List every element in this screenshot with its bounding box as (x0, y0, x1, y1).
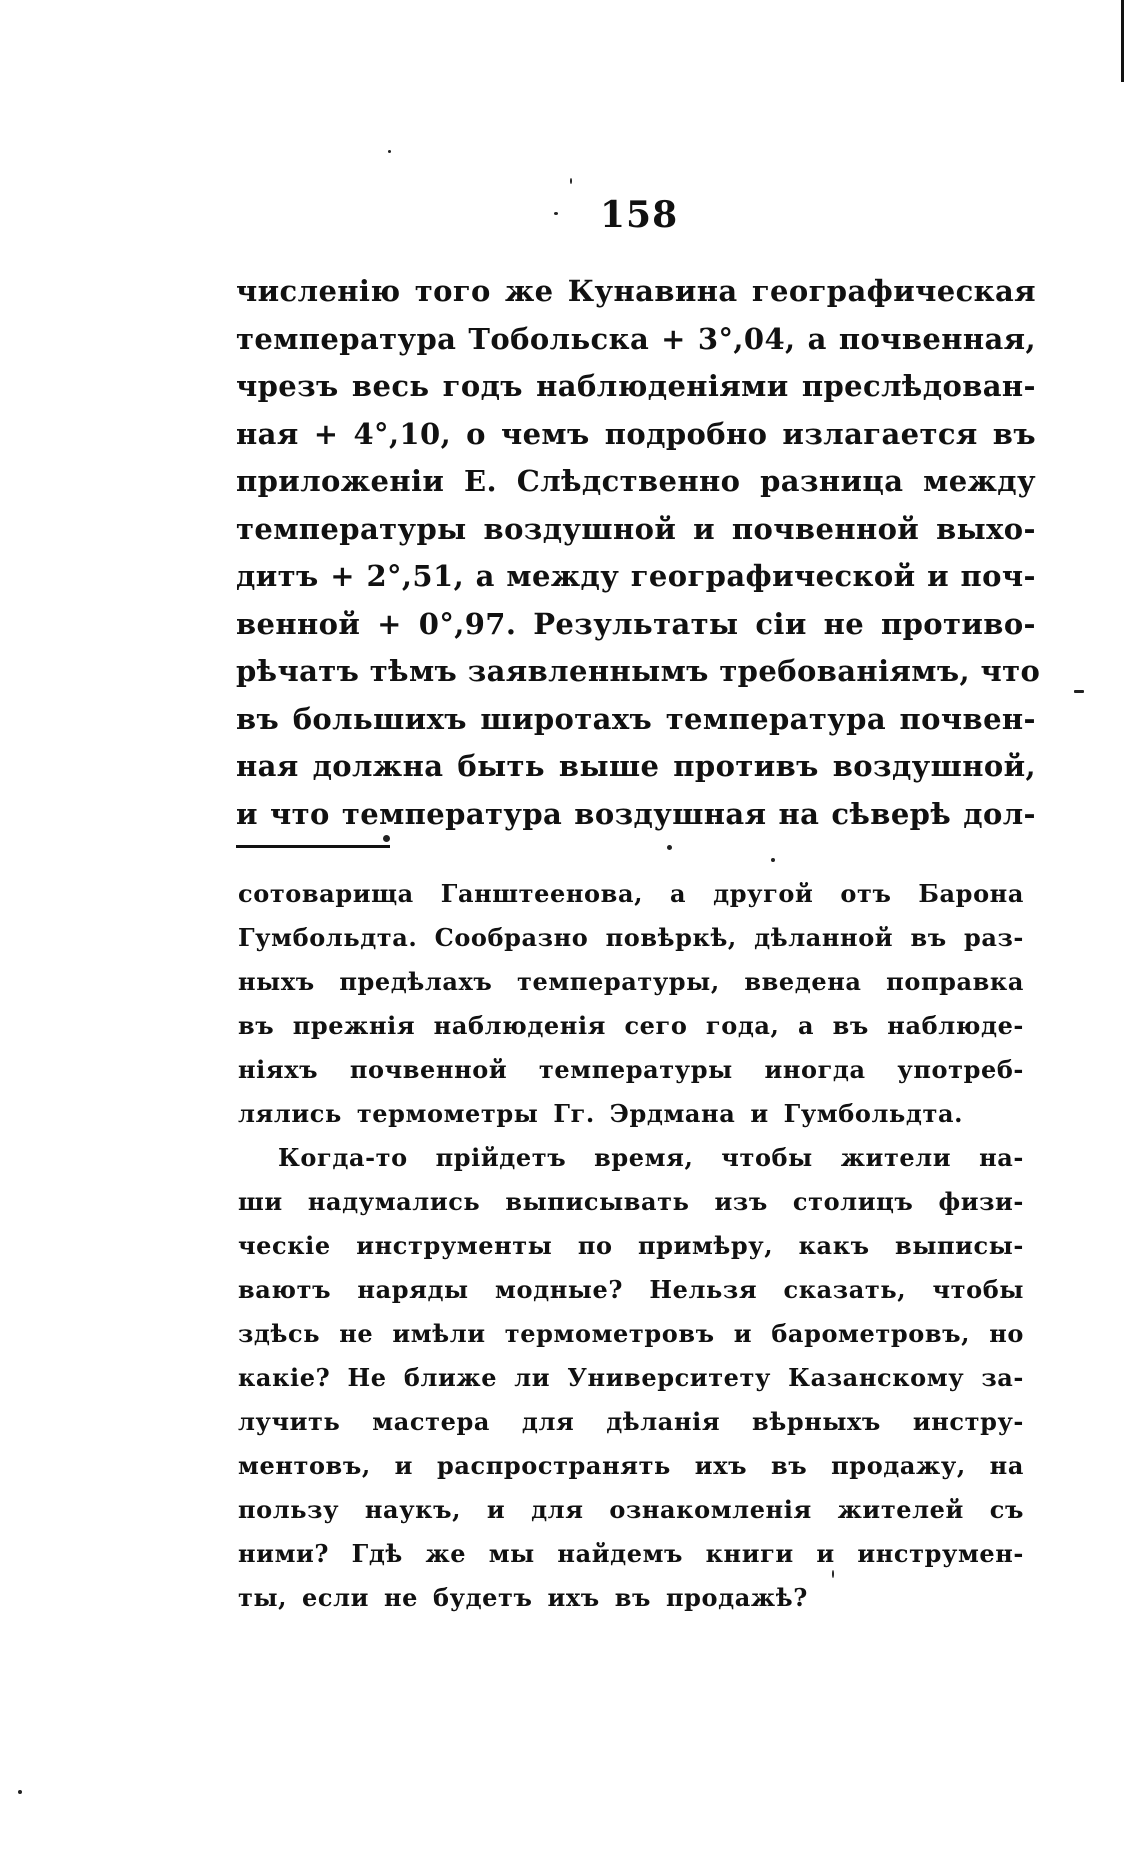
text-line: и что температура воздушная на сѣверѣ дол- (236, 796, 1036, 831)
footnote-line: ніяхъ почвенной температуры иногда употреб- (238, 1055, 1024, 1084)
text-line: чрезъ весь годъ наблюденіями преслѣдован- (236, 369, 1036, 403)
footnote-line: какіе? Не ближе ли Университету Казанскому за- (238, 1363, 1024, 1392)
footnote-line: ческіе инструменты по примѣру, какъ выписы- (238, 1231, 1024, 1260)
footnote-line: сотоварища Ганштеенова, а другой отъ Барона (238, 879, 1024, 908)
text-line: венной + 0°,97. Результаты сіи не противо- (236, 606, 1036, 641)
footnote-line: пользу наукъ, и для ознакомленія жителей съ (238, 1495, 1024, 1524)
footnote-line: ныхъ предѣлахъ температуры, введена поправка (238, 967, 1024, 996)
page-edge-mark (1121, 0, 1124, 82)
ink-speck (18, 1790, 22, 1794)
ink-speck (771, 858, 775, 862)
text-line: ная должна быть выше противъ воздушной, (236, 749, 1036, 783)
footnote-line: ты, если не будетъ ихъ въ продажѣ? (238, 1583, 808, 1612)
ink-speck (570, 178, 572, 184)
text-line: численію того же Кунавина географическая (236, 274, 1036, 308)
page-number: 158 (600, 194, 679, 236)
text-line: въ большихъ широтахъ температура почвен- (236, 701, 1036, 736)
footnote-block (238, 872, 1024, 1620)
text-line: дитъ + 2°,51, а между географической и поч- (236, 559, 1036, 593)
ink-speck (1074, 690, 1084, 693)
footnote-line: въ прежнія наблюденія сего года, а въ наблюде- (238, 1011, 1024, 1040)
footnote-line: ваютъ наряды модные? Нельзя сказать, чтобы (238, 1275, 1024, 1304)
footnote-line: лялись термометры Гг. Эрдмана и Гумбольдта. (238, 1099, 964, 1128)
footnote-line: ши надумались выписывать изъ столицъ физи- (238, 1187, 1024, 1216)
footnote-line: Гумбольдта. Сообразно повѣркѣ, дѣланной въ раз- (238, 923, 1024, 952)
footnote-line: ними? Гдѣ же мы найдемъ книги и инструмен- (238, 1539, 1024, 1568)
ink-speck (554, 212, 558, 215)
text-line: температуры воздушной и почвенной выхо- (236, 511, 1036, 546)
footnote-line: Когда-то прійдетъ время, чтобы жители на- (278, 1143, 1024, 1172)
text-line: рѣчатъ тѣмъ заявленнымъ требованіямъ, что (236, 654, 1041, 688)
footnote-line: здѣсь не имѣли термометровъ и барометровъ, но (238, 1319, 1024, 1348)
ink-speck (667, 845, 672, 850)
text-line: температура Тобольска + 3°,04, а почвенная, (236, 321, 1036, 356)
ink-speck (388, 150, 391, 153)
main-text-block (236, 268, 1041, 838)
text-line: ная + 4°,10, о чемъ подробно излагается въ (236, 416, 1036, 451)
text-line: приложеніи Е. Слѣдственно разница между (236, 464, 1036, 498)
footnote-line: лучить мастера для дѣланія вѣрныхъ инстру- (238, 1407, 1024, 1436)
footnote-separator (236, 845, 390, 848)
footnote-line: ментовъ, и распространять ихъ въ продажу, на (238, 1451, 1024, 1480)
